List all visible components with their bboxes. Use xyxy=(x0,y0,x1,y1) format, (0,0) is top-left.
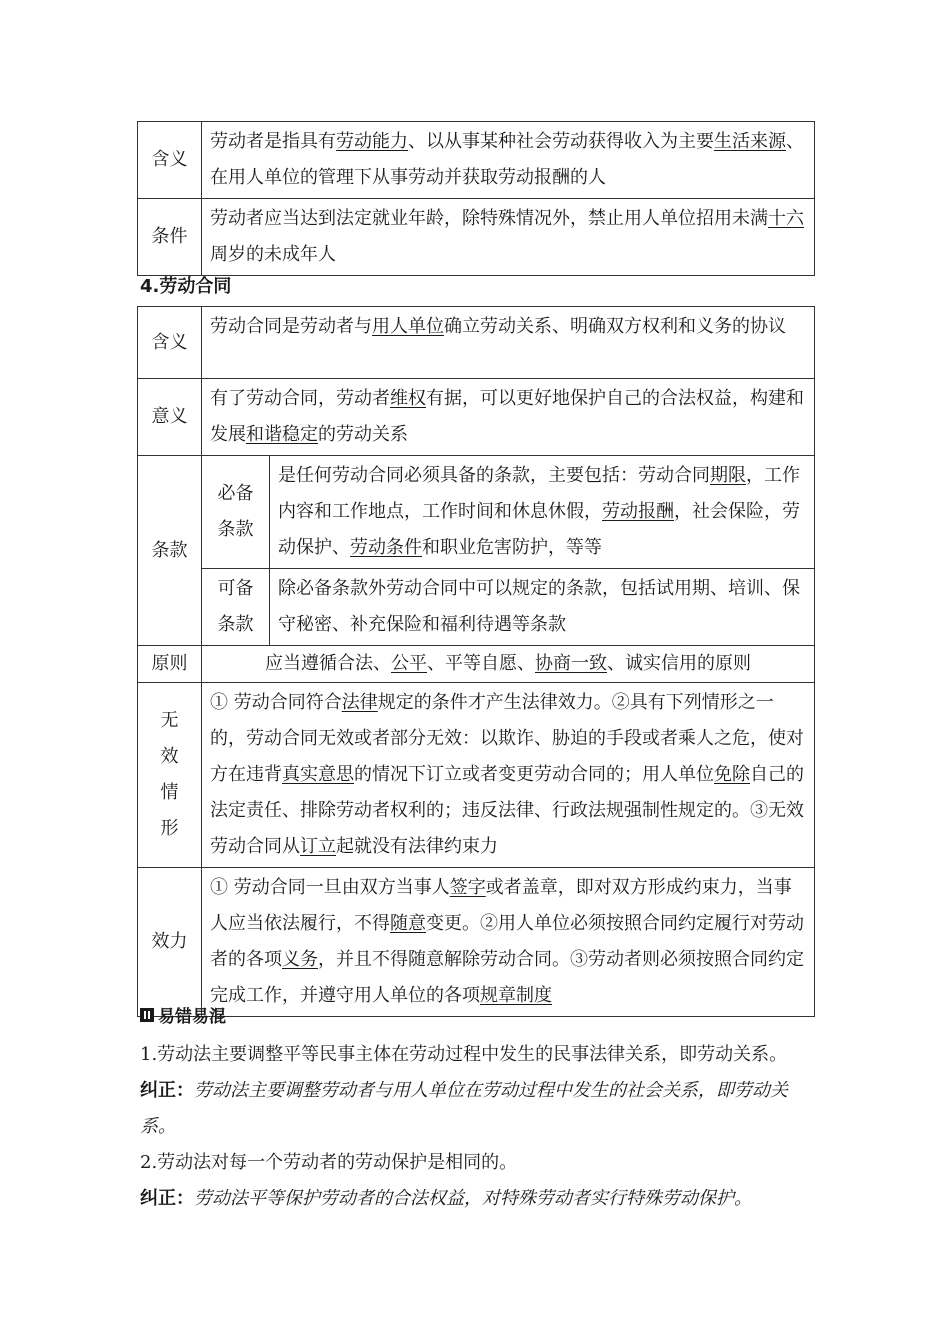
rich-cell xyxy=(202,122,815,199)
text-run: 规定的条件才产生法律效力。②具有下列情形之一的，劳动合同无效或者部分无效：以欺诈、胁迫的手段或者乘人之危，使对方在违背 xyxy=(210,692,804,785)
correction xyxy=(140,1073,820,1145)
text-run: 自己的法定责任、排除劳动者权利的；违反法律、行政法规强制性规定的。③无效劳动合同从 xyxy=(210,764,804,857)
contract-table xyxy=(137,306,815,1017)
text-run: 除必备条款外劳动合同中可以规定的条款，包括试用期、培训、保守秘密、补充保险和福利待遇等条款 xyxy=(278,578,800,635)
text-run: 、在用人单位的管理下从事劳动并获取劳动报酬的人 xyxy=(210,131,804,188)
text-run: 劳动合同是劳动者与 xyxy=(210,316,372,337)
rich-cell xyxy=(202,868,815,1017)
error-statement: 1.劳动法主要调整平等民事主体在劳动过程中发生的民事法律关系，即劳动关系。 xyxy=(140,1044,788,1065)
underlined-term: 劳动能力 xyxy=(336,131,408,152)
correction-text: 劳动法平等保护劳动者的合法权益，对特殊劳动者实行特殊劳动保护。 xyxy=(194,1188,752,1209)
worker-table xyxy=(137,121,815,276)
text-run: ，工作内容和工作地点，工作时间和休息休假， xyxy=(278,465,800,522)
underlined-term: 义务 xyxy=(282,949,318,970)
row-label: 原则 xyxy=(138,646,202,683)
underlined-term: 生活来源 xyxy=(714,131,786,152)
underlined-term: 真实意思 xyxy=(282,764,354,785)
error-statement: 2.劳动法对每一个劳动者的劳动保护是相同的。 xyxy=(140,1152,518,1173)
text-run: ，社会保险，劳动保护、 xyxy=(278,501,800,558)
underlined-term: 公平 xyxy=(391,653,427,674)
text-run: ① 劳动合同一旦由双方当事人 xyxy=(210,877,450,898)
section-heading: 4.劳动合同 xyxy=(140,276,232,297)
underlined-term: 规章制度 xyxy=(480,985,552,1006)
underlined-term: 法律 xyxy=(341,692,378,713)
rich-cell xyxy=(202,683,815,868)
row-label: 条款 xyxy=(138,456,202,646)
underlined-term: 和谐稳定 xyxy=(246,424,318,445)
text-run: ① 劳动合同符合 xyxy=(210,692,342,713)
rich-cell xyxy=(202,307,815,379)
text-run: 、平等自愿、 xyxy=(427,653,535,674)
section-marker-icon xyxy=(140,1008,154,1022)
text-run: 和职业危害防护，等等 xyxy=(422,537,602,558)
underlined-term: 维权 xyxy=(390,388,426,409)
rich-cell xyxy=(270,569,815,646)
text-run: 起就没有法律约束力 xyxy=(336,836,498,857)
underlined-term: 期限 xyxy=(710,465,746,486)
row-label: 含义 xyxy=(138,122,202,199)
underlined-term: 劳动条件 xyxy=(350,537,422,558)
row-label: 无效情形 xyxy=(138,683,202,868)
text-run: 有了劳动合同，劳动者 xyxy=(210,388,390,409)
correction-label: 纠正： xyxy=(140,1188,194,1209)
text-run: 的劳动关系 xyxy=(318,424,408,445)
text-run: 是任何劳动合同必须具备的条款，主要包括：劳动合同 xyxy=(278,465,710,486)
correction-label: 纠正： xyxy=(140,1080,194,1101)
underlined-term: 免除 xyxy=(714,764,750,785)
sub-label: 可备条款 xyxy=(202,569,270,646)
text-run: 劳动者应当达到法定就业年龄，除特殊情况外，禁止用人单位招用未满 xyxy=(210,208,768,229)
sub-label: 必备条款 xyxy=(202,456,270,569)
section-title-text: 易错易混 xyxy=(158,1007,226,1027)
text-run: 变更。②用人单位必须按照合同约定履行对劳动者的各项 xyxy=(210,913,804,970)
text-run: 应当遵循合法、 xyxy=(265,653,391,674)
correction-text: 劳动法主要调整劳动者与用人单位在劳动过程中发生的社会关系，即劳动关系。 xyxy=(140,1080,788,1137)
row-label: 条件 xyxy=(138,199,202,276)
rich-cell xyxy=(202,379,815,456)
row-label: 含义 xyxy=(138,307,202,379)
underlined-term: 协商一致 xyxy=(535,653,607,674)
text-run: 有据，可以更好地保护自己的合法权益，构建和发展 xyxy=(210,388,804,445)
row-label: 意义 xyxy=(138,379,202,456)
rich-cell xyxy=(202,199,815,276)
text-run: 、以从事某种社会劳动获得收入为主要 xyxy=(408,131,714,152)
underlined-term: 十六 xyxy=(768,208,804,229)
rich-cell xyxy=(202,646,815,683)
underlined-term: 签字 xyxy=(449,877,486,898)
row-label: 效力 xyxy=(138,868,202,1017)
text-run: 周岁的未成年人 xyxy=(210,244,336,265)
underlined-term: 随意 xyxy=(390,913,426,934)
text-run: 或者盖章，即对双方形成约束力，当事人应当依法履行，不得 xyxy=(210,877,792,934)
text-run: 确立劳动关系、明确双方权利和义务的协议 xyxy=(444,316,786,337)
text-run: 、诚实信用的原则 xyxy=(607,653,751,674)
rich-cell xyxy=(270,456,815,569)
underlined-term: 劳动报酬 xyxy=(602,501,674,522)
section-title xyxy=(140,1002,226,1027)
underlined-term: 订立 xyxy=(300,836,336,857)
text-run: 的情况下订立或者变更劳动合同的；用人单位 xyxy=(354,764,714,785)
underlined-term: 用人单位 xyxy=(372,316,444,337)
text-run: ，并且不得随意解除劳动合同。③劳动者则必须按照合同约定完成工作，并遵守用人单位的各项 xyxy=(210,949,804,1006)
correction xyxy=(140,1181,820,1217)
text-run: 劳动者是指具有 xyxy=(210,131,336,152)
